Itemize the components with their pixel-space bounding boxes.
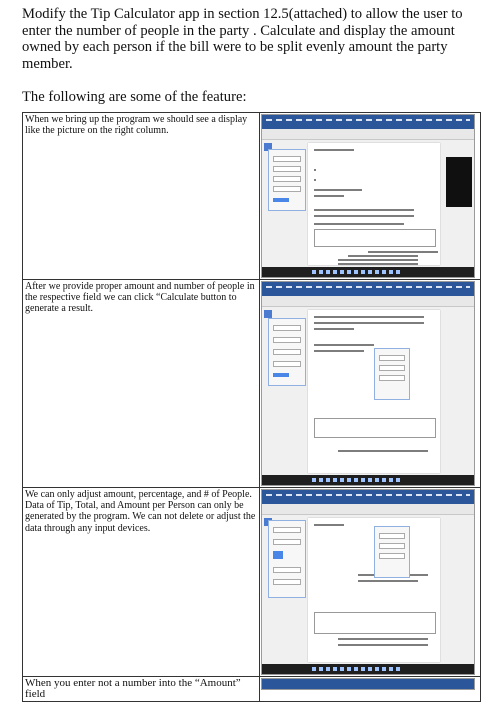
table-row xyxy=(23,280,481,488)
feature-screenshot xyxy=(260,280,481,488)
feature-description: We can only adjust amount, percentage, and # of People. Data of Tip, Total, and Amount per Person can only be generated by the program. We can not delete or adjust the data through any input devices. xyxy=(23,488,260,677)
features-table xyxy=(22,112,481,702)
intro-paragraph: Modify the Tip Calculator app in section 12.5(attached) to allow the user to enter the number of people in the party . Calculate and display the amount owned by each person if the bill were to be split evenly amount the party member. xyxy=(22,6,463,72)
feature-screenshot xyxy=(260,113,481,280)
feature-description: When you enter not a number into the “Amount” field xyxy=(23,677,260,702)
table-row xyxy=(23,488,481,677)
screenshot-image xyxy=(261,678,475,690)
intro-text xyxy=(22,6,478,72)
feature-screenshot xyxy=(260,488,481,677)
feature-screenshot xyxy=(260,677,481,702)
feature-description: When we bring up the program we should see a display like the picture on the right column. xyxy=(23,113,260,280)
table-row xyxy=(23,677,481,702)
feature-description: After we provide proper amount and number of people in the respective field we can click “Calculate button to generate a result. xyxy=(23,280,260,488)
screenshot-image xyxy=(261,281,475,486)
table-row xyxy=(23,113,481,280)
features-heading: The following are some of the feature: xyxy=(22,89,247,105)
screenshot-image xyxy=(261,114,475,278)
screenshot-image xyxy=(261,489,475,675)
